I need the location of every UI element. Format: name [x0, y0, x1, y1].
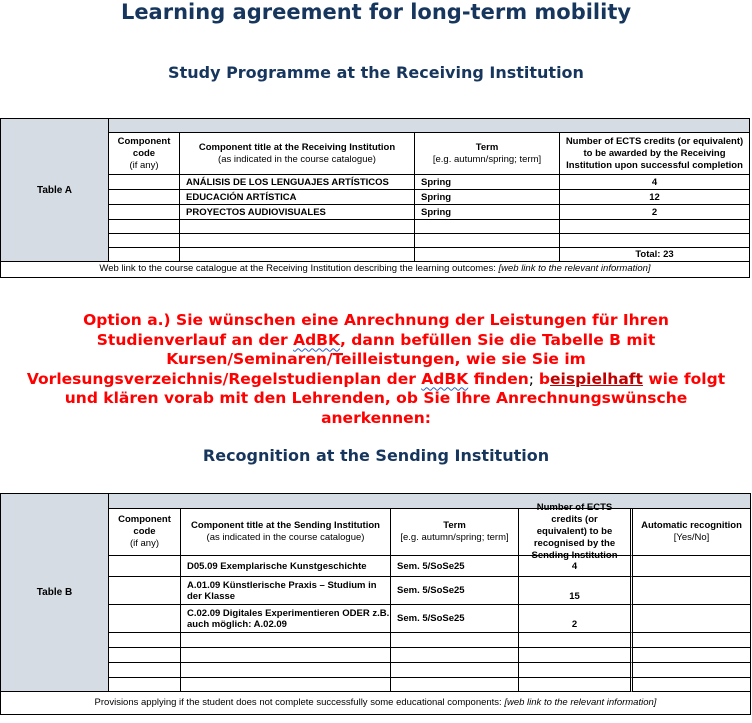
table-a-row-3-credits: 2: [560, 205, 749, 220]
table-b-row-1-credits: 4: [519, 556, 633, 577]
table-row: [391, 633, 519, 648]
table-b-row-3-credits: 2: [519, 605, 633, 633]
header-auto-note: [Yes/No]: [673, 532, 710, 543]
option-a-note: [20, 311, 732, 428]
table-row: [391, 678, 519, 692]
header-term-note: [e.g. autumn/spring; term]: [432, 153, 542, 165]
note-part-3: finden: [468, 369, 529, 388]
table-a-label: [1, 119, 109, 262]
table-a-header-term: [415, 133, 560, 175]
table-row: [415, 220, 560, 234]
header-auto-label: Automatic recognition: [641, 520, 742, 531]
table-row: [180, 248, 415, 262]
table-b-header-term: [391, 509, 519, 556]
header-code-label: Component code: [117, 135, 171, 159]
table-a-row-1-title: ANÁLISIS DE LOS LENGUAJES ARTÍSTICOS: [180, 175, 415, 190]
header-title-label: Component title at the Receiving Institution: [198, 141, 396, 153]
header-title-note: (as indicated in the course catalogue): [206, 532, 365, 543]
table-a-header-code: [109, 133, 180, 175]
note-part-1: Option a.) Sie wünschen eine Anrechnung der Leistungen für Ihren Studienverlauf an der: [83, 311, 669, 349]
note-adbk-1: AdBK: [293, 330, 340, 349]
header-code-note: (if any): [129, 159, 159, 171]
table-b-row-2-credits: 15: [519, 577, 633, 605]
table-row: [109, 678, 181, 692]
note-adbk-2: AdBK: [421, 369, 469, 388]
table-row: [181, 663, 391, 678]
table-b-row-1-term: Sem. 5/SoSe25: [391, 556, 519, 577]
table-a: [0, 118, 750, 278]
table-b: [0, 493, 751, 715]
table-a-header-title: [180, 133, 415, 175]
header-credits-label: Number of ECTS credits (or equivalent) to be awarded by the Receiving Institution upon successful completion: [565, 135, 744, 171]
table-a-footer-link[interactable]: [web link to the relevant information]: [498, 263, 651, 274]
note-part-7: wie folgt und klären vorab mit den Lehrenden, ob Sie Ihre Anrechnungswünsche anerkennen:: [64, 369, 726, 427]
table-row: [633, 663, 750, 678]
table-row: [415, 248, 560, 262]
note-part-6: eispielhaft: [550, 369, 643, 388]
table-row: [181, 633, 391, 648]
table-a-row-2-title: EDUCACIÓN ARTÍSTICA: [180, 190, 415, 205]
header-code-label: Component code: [118, 514, 171, 537]
table-a-row-3-title: PROYECTOS AUDIOVISUALES: [180, 205, 415, 220]
table-row: [560, 220, 749, 234]
section-b-title: Recognition at the Sending Institution: [202, 446, 550, 465]
table-a-header-credits: [560, 133, 749, 175]
table-a-row-1-credits: 4: [560, 175, 749, 190]
table-row: [415, 234, 560, 248]
table-row: [109, 220, 180, 234]
table-row: [633, 556, 750, 577]
note-part-4: ;: [528, 369, 539, 388]
table-row: [109, 577, 181, 605]
table-row: [519, 663, 633, 678]
header-term-label: Term: [443, 520, 466, 531]
table-b-row-2-term: Sem. 5/SoSe25: [391, 577, 519, 605]
table-a-footer: [1, 263, 749, 274]
table-row: [519, 648, 633, 663]
table-a-total: Total: 23: [560, 248, 749, 262]
table-a-label-text: Table A: [36, 184, 72, 196]
table-b-row-1-title: D05.09 Exemplarische Kunstgeschichte: [181, 556, 391, 577]
table-a-row-3-term: Spring: [415, 205, 560, 220]
note-part-2: , dann befüllen Sie die Tabelle B mit Kursen/Seminaren/Teilleistungen, wie sie Sie im Vorlesungsverzeichnis/Regelstudienplan der: [26, 330, 656, 388]
header-title-note: (as indicated in the course catalogue): [218, 153, 376, 165]
table-b-label-text: Table B: [36, 587, 73, 598]
header-title-label: Component title at the Sending Institution: [191, 520, 380, 531]
section-a-title: Study Programme at the Receiving Institution: [168, 63, 584, 82]
table-row: [109, 190, 180, 205]
table-row: [109, 175, 180, 190]
table-row: [109, 663, 181, 678]
table-row: [109, 633, 181, 648]
table-row: [633, 678, 750, 692]
table-row: [181, 678, 391, 692]
table-row: [560, 234, 749, 248]
table-row: [391, 663, 519, 678]
table-row: [180, 220, 415, 234]
table-b-header-auto: [633, 509, 750, 556]
table-a-row-2-credits: 12: [560, 190, 749, 205]
table-row: [109, 556, 181, 577]
table-b-row-3-title: C.02.09 Digitales Experimentieren ODER z.B. auch möglich: A.02.09: [181, 605, 391, 633]
header-code-note: (if any): [129, 538, 160, 549]
table-b-footer-text: Provisions applying if the student does not complete successfully some educational components:: [94, 697, 505, 708]
table-row: [633, 605, 750, 633]
table-b-row-3-term: Sem. 5/SoSe25: [391, 605, 519, 633]
table-row: [109, 205, 180, 220]
table-row: [519, 678, 633, 692]
document-title: Learning agreement for long-term mobility: [120, 0, 632, 24]
note-part-5: b: [538, 369, 551, 388]
table-row: [109, 648, 181, 663]
table-row: [181, 648, 391, 663]
table-a-top-band: [109, 119, 749, 133]
table-row: [633, 648, 750, 663]
table-b-label: [1, 494, 109, 692]
table-b-header-title: [181, 509, 391, 556]
header-term-label: Term: [475, 141, 499, 153]
table-a-footer-text: Web link to the course catalogue at the Receiving Institution describing the learning outcomes:: [99, 263, 499, 274]
table-a-row-2-term: Spring: [415, 190, 560, 205]
table-row: [519, 633, 633, 648]
header-credits-label: Number of ECTS credits (or equivalent) to be recognised by the Sending Institution: [531, 502, 618, 561]
table-row: [633, 577, 750, 605]
table-row: [109, 248, 180, 262]
table-b-footer: [1, 697, 750, 708]
table-a-row-1-term: Spring: [415, 175, 560, 190]
table-row: [180, 234, 415, 248]
table-row: [109, 605, 181, 633]
table-b-row-2-title: A.01.09 Künstlerische Praxis – Studium in der Klasse: [181, 577, 391, 605]
table-row: [633, 633, 750, 648]
table-b-header-credits: [519, 502, 633, 561]
table-row: [391, 648, 519, 663]
header-term-note: [e.g. autumn/spring; term]: [400, 532, 509, 543]
table-b-footer-link[interactable]: [web link to the relevant information]: [504, 697, 657, 708]
table-b-top-band: [109, 494, 750, 509]
table-row: [109, 234, 180, 248]
table-b-header-code: [109, 509, 181, 556]
